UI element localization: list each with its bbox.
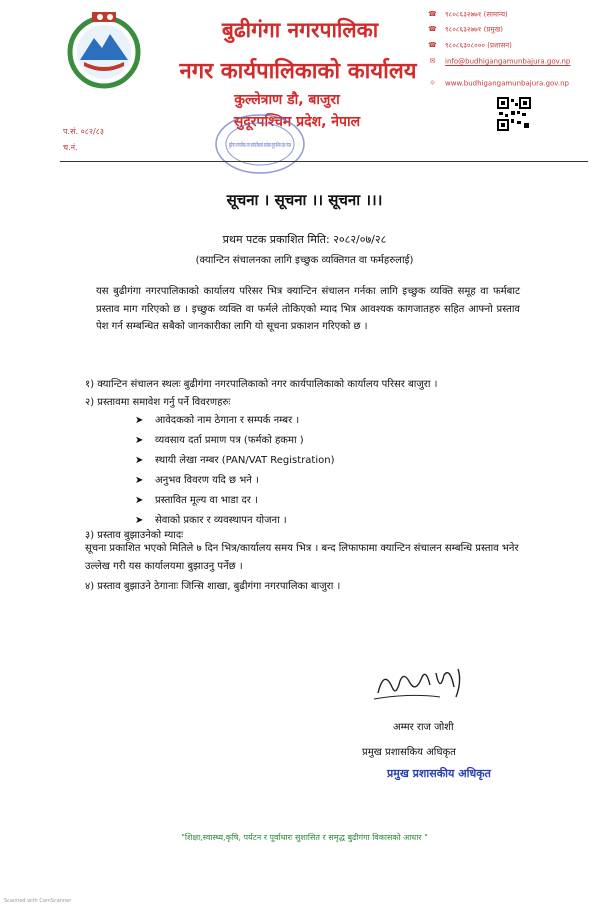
intro-paragraph: यस बुढीगंगा नगरपालिकाको कार्यालय परिसर भित्र क्यान्टिन संचालन गर्नका लागि इच्छुक व्यक्ति समूह वा फर्मबाट प्रस्ताव माग गरिएको छ । इच्छुक व्यक्ति वा फर्मले तोकिएको म्याद भित्र आवश्यक कागजातहरु सहित आफ्नो प्रस्ताव पेश गर्न सम्बन्धित सबैको जानकारीका लागि यो सूचना प्रकाशन गरिएको छ । — [96, 286, 520, 332]
point-1: १) क्यान्टिन संचालन स्थलः बुढीगंगा नगरपालिकाको नगर कार्यपालिकाको कार्यालय परिसर बाजुरा । — [85, 379, 438, 390]
contact-website[interactable]: ☼ www.budhigangamunbajura.gov.np — [429, 79, 569, 88]
phone-icon: ☎ — [428, 10, 437, 18]
notice-subtitle: (क्यान्टिन संचालनका लागि इच्छुक व्यक्तिगत वा फर्महरुलाई) — [195, 255, 414, 266]
office-name: नगर कार्यपालिकाको कार्यालय — [179, 59, 417, 84]
office-seal — [212, 112, 394, 176]
phone-icon: ☎ — [428, 25, 437, 33]
handwritten-signature — [370, 663, 480, 703]
arrow-icon: ➤ — [135, 455, 144, 466]
arrow-icon: ➤ — [135, 415, 144, 426]
notice-heading: सूचना । सूचना ।। सूचना ।।। — [226, 191, 383, 209]
arrow-icon: ➤ — [135, 495, 144, 506]
list-item: ➤ अनुभव विवरण यदि छ भने । — [135, 475, 259, 486]
arrow-icon: ➤ — [135, 435, 144, 446]
list-item: ➤ स्थायी लेखा नम्बर (PAN/VAT Registration) — [135, 455, 335, 466]
contact-phone-3[interactable]: ☎ ९८०८६३०८००० (प्रशासन) — [428, 41, 512, 50]
footer-motto: "शिक्षा,स्वास्थ्य,कृषि, पर्यटन र पूर्वाधारः सुशासित र समृद्ध बुढीगंगा विकासको आधार " — [181, 833, 428, 842]
list-item: ➤ सेवाको प्रकार र व्यवस्थापन योजना । — [135, 515, 287, 526]
signatory-title: प्रमुख प्रशासकिय अधिकृत — [362, 747, 456, 758]
point-3-body: सूचना प्रकाशित भएको मितिले ७ दिन भित्र/कार्यालय समय भित्र । बन्द लिफाफामा क्यान्टिन संचालन सम्बन्धि प्रस्ताव भनेर उल्लेख गरी यस कार्यालयमा बुझाउनु पर्नेछ । — [85, 543, 519, 572]
address-line-2: सुदूरपश्चिम प्रदेश, नेपाल — [233, 114, 361, 130]
designation-stamp: प्रमुख प्रशासकीय अधिकृत — [387, 767, 491, 780]
header-divider — [60, 161, 588, 162]
arrow-icon: ➤ — [135, 515, 144, 526]
point-3: ३) प्रस्ताव बुझाउनेको म्यादः — [85, 530, 184, 541]
contact-email[interactable]: ✉ info@budhigangamunbajura.gov.np — [429, 57, 571, 66]
email-icon: ✉ — [429, 57, 436, 65]
list-item: ➤ आवेदकको नाम ठेगाना र सम्पर्क नम्बर । — [135, 415, 300, 426]
arrow-icon: ➤ — [135, 475, 144, 486]
contact-phone-2[interactable]: ☎ ९८०८६३२७७१ (प्रमुख) — [428, 25, 503, 34]
publish-date: प्रथम पटक प्रकाशित मिति: २०८२/०७/२८ — [222, 233, 387, 246]
list-item: ➤ व्यवसाय दर्ता प्रमाण पत्र (फर्मको हकमा ) — [135, 435, 304, 446]
scanner-watermark: Scanned with CamScanner — [4, 898, 72, 904]
seal-text: बुढीगंगा नगरपालिका नगर कार्यपालिकाको कार्यालय सुदूरपश्चिम प्रदेश नेपाल — [229, 142, 394, 149]
signatory-name: अम्मर राज जोशी — [393, 722, 454, 733]
fiscal-year: प.सं. ०८२/८३ — [63, 127, 105, 136]
contact-phone-1[interactable]: ☎ ९८०८६३२७७१ (सामान्य) — [428, 10, 508, 19]
municipality-name: बुढीगंगा नगरपालिका — [221, 18, 379, 42]
point-2: २) प्रस्तावमा समावेश गर्नु पर्ने विवरणहरुः — [85, 397, 231, 408]
address-line-1: कुल्लेत्राण डौ, बाजुरा — [234, 92, 340, 108]
globe-icon: ☼ — [429, 79, 436, 87]
municipality-emblem — [62, 8, 146, 92]
qr-code — [497, 97, 531, 131]
point-4: ४) प्रस्ताव बुझाउने ठेगानाः जिन्सि शाखा, बुढीगंगा नगरपालिका बाजुरा । — [85, 581, 341, 592]
list-item: ➤ प्रस्तावित मूल्य वा भाडा दर । — [135, 495, 258, 506]
dispatch-number: च.नं. — [63, 143, 78, 152]
phone-icon: ☎ — [428, 41, 437, 49]
